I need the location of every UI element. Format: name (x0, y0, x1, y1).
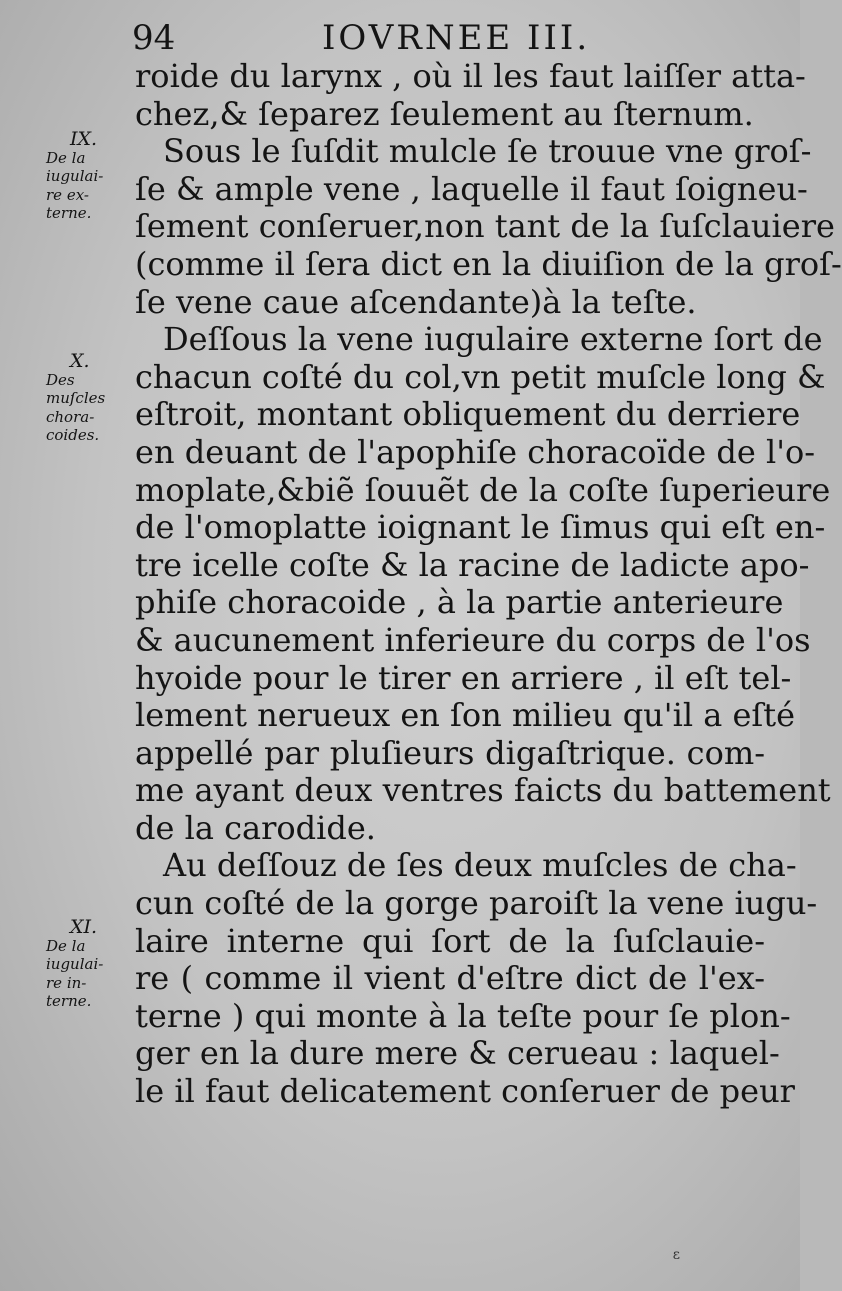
text-line: chez,& ſeparez ſeulement au ſternum. (135, 94, 754, 133)
body-text (135, 57, 842, 1111)
margin-note-line: De la (46, 936, 86, 955)
margin-note-number: X. (70, 350, 90, 372)
margin-note-line: terne. (46, 992, 92, 1010)
margin-note-line: Des (46, 370, 75, 389)
margin-note-line: chora- (46, 407, 95, 426)
text-line: chacun coſté du col,vn petit muſcle long & (135, 357, 826, 396)
text-line: tre icelle coſte & la racine de ladicte apo- (135, 545, 810, 584)
text-line: de la carodide. (135, 808, 376, 847)
margin-note-x (46, 352, 130, 445)
text-line: lement nerueux en ſon milieu qu'il a eſté (135, 696, 796, 735)
margin-note-line: De la (46, 148, 86, 167)
text-line: phiſe choracoide , à la partie anterieure (135, 583, 784, 622)
text-line: re ( comme il vient d'eſtre dict de l'ex- (135, 959, 765, 998)
text-line: roide du larynx , où il les faut laiſſer atta- (135, 57, 806, 95)
page-number: 94 (132, 18, 176, 58)
text-line: me ayant deux ventres faicts du battement (135, 771, 831, 810)
text-line: cun coſté de la gorge paroiſt la vene iugu- (135, 884, 818, 923)
text-line: ſement conſeruer,non tant de la ſuſclauiere (135, 207, 835, 246)
margin-note-line: terne. (46, 204, 92, 222)
margin-note-line: re in- (46, 973, 87, 992)
margin-note-number: XI. (70, 916, 98, 938)
text-line: ger en la dure mere & cerueau : laquel- (135, 1034, 780, 1073)
margin-note-xi (46, 918, 130, 1011)
text-line: ſe & ample vene , laquelle il faut ſoigneu- (135, 169, 808, 208)
margin-note-number: IX. (70, 128, 98, 150)
text-line: le il faut delicatement conſeruer de peur (135, 1072, 795, 1111)
margin-note-line: coides. (46, 426, 100, 444)
running-head: IOVRNEE III. (322, 18, 591, 58)
text-line: moplate,&biẽ ſouuẽt de la coſte ſuperieure (135, 470, 831, 509)
margin-note-line: iugulai- (46, 167, 104, 185)
margin-note-line: re ex- (46, 185, 89, 204)
text-line: hyoide pour le tirer en arriere , il eſt tel- (135, 658, 792, 697)
footer-mark: ɛ (672, 1247, 680, 1263)
margin-note-ix (46, 130, 130, 223)
text-line: Sous le ſuſdit mulcle ſe trouue vne groſ- (163, 132, 812, 171)
text-line: laire interne qui ſort de la ſuſclauie- (135, 921, 765, 960)
text-line: de l'omoplatte ioignant le ſimus qui eſt en- (135, 508, 826, 547)
text-line: & aucunement inferieure du corps de l'os (135, 620, 811, 659)
text-line: appellé par pluſieurs digaſtrique. com- (135, 733, 765, 772)
margin-note-line: iugulai- (46, 955, 104, 973)
text-line: terne ) qui monte à la teſte pour ſe plon- (135, 996, 791, 1035)
text-line: en deuant de l'apophiſe choracoïde de l'o- (135, 432, 816, 471)
margin-note-line: muſcles (46, 389, 106, 407)
text-line: eſtroit, montant obliquement du derriere (135, 395, 801, 434)
text-line: ſe vene caue aſcendante)à la teſte. (135, 282, 697, 321)
text-line: Au deſſouz de ſes deux muſcles de cha- (163, 846, 797, 885)
text-line: Deſſous la vene iugulaire externe ſort de (163, 320, 823, 359)
text-line: (comme il ſera dict en la diuiſion de la groſ- (135, 244, 842, 283)
